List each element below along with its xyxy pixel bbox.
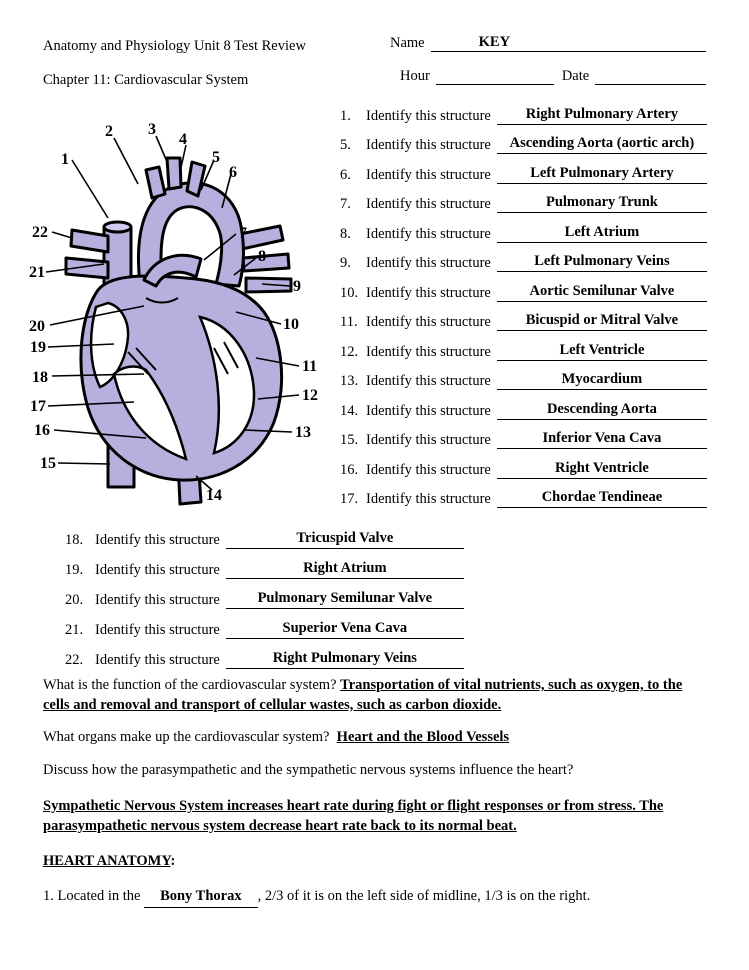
row-answer: Inferior Vena Cava xyxy=(497,430,707,449)
identify-row xyxy=(65,549,445,579)
row-number: 21. xyxy=(65,622,84,638)
row-prompt: Identify this structure xyxy=(366,284,491,301)
identify-row xyxy=(65,609,445,639)
row-prompt: Identify this structure xyxy=(366,402,491,419)
row-answer: Ascending Aorta (aortic arch) xyxy=(497,135,707,154)
row-number: 22. xyxy=(65,652,84,668)
question-2 xyxy=(43,728,708,748)
identify-row xyxy=(340,154,707,184)
row-prompt: Identify this structure xyxy=(366,225,491,242)
question-2-answer: Heart and the Blood Vessels xyxy=(336,729,510,746)
row-answer: Left Pulmonary Artery xyxy=(497,165,707,184)
row-number: 9. xyxy=(340,255,351,271)
label-18: 18 xyxy=(32,369,48,386)
label-21: 21 xyxy=(29,264,45,281)
row-prompt: Identify this structure xyxy=(95,652,220,668)
identify-row xyxy=(65,579,445,609)
row-answer: Chordae Tendineae xyxy=(497,489,707,508)
row-answer: Myocardium xyxy=(497,371,707,390)
row-answer: Pulmonary Trunk xyxy=(497,194,707,213)
heading-text: HEART ANATOMY xyxy=(43,853,171,870)
hour-date-row xyxy=(400,68,706,85)
row-number: 5. xyxy=(340,137,351,153)
name-value: KEY xyxy=(431,34,706,52)
label-13: 13 xyxy=(295,424,311,441)
identify-row xyxy=(340,479,707,509)
label-15: 15 xyxy=(40,455,56,472)
row-prompt: Identify this structure xyxy=(366,491,491,507)
right-pulmonary-artery xyxy=(71,230,108,252)
row-number: 18. xyxy=(65,532,84,548)
row-prompt: Identify this structure xyxy=(95,622,220,638)
row-number: 1. xyxy=(340,107,351,124)
row-number: 10. xyxy=(340,284,359,301)
identify-row xyxy=(340,331,707,361)
row-number: 6. xyxy=(340,166,351,183)
label-8: 8 xyxy=(258,248,266,265)
identify-row xyxy=(340,420,707,450)
identify-row xyxy=(340,243,707,273)
row-answer: Aortic Semilunar Valve xyxy=(497,283,707,302)
question-3-answer: Sympathetic Nervous System increases heart rate during fight or flight responses or from stress. The parasympathetic nervous system decrease heart rate back to its normal beat. xyxy=(43,798,664,834)
label-9: 9 xyxy=(293,278,301,295)
item-1-answer: Bony Thorax xyxy=(144,887,258,908)
row-answer: Right Ventricle xyxy=(497,460,707,479)
row-prompt: Identify this structure xyxy=(366,373,491,389)
identify-row xyxy=(340,390,707,420)
doc-title-line1: Anatomy and Physiology Unit 8 Test Review xyxy=(43,38,306,54)
question-3-text: Discuss how the parasympathetic and the sympathetic nervous systems influence the heart? xyxy=(43,761,574,778)
row-prompt: Identify this structure xyxy=(95,592,220,608)
question-1-answer: Transportation of vital nutrients, such as oxygen, to the cells and removal and transport of cellular wastes, such as carbon dioxide. xyxy=(43,677,683,713)
label-7: 7 xyxy=(239,225,247,242)
row-prompt: Identify this structure xyxy=(366,196,491,212)
label-4: 4 xyxy=(179,131,187,148)
row-prompt: Identify this structure xyxy=(366,343,491,360)
row-number: 8. xyxy=(340,225,351,242)
arch-branch-1 xyxy=(146,167,165,198)
label-6: 6 xyxy=(229,164,237,181)
row-answer: Tricuspid Valve xyxy=(226,530,464,549)
label-20: 20 xyxy=(29,318,45,335)
label-17: 17 xyxy=(30,398,46,415)
date-label: Date xyxy=(561,68,590,84)
row-answer: Right Pulmonary Veins xyxy=(226,650,464,669)
identify-row xyxy=(340,361,707,391)
row-prompt: Identify this structure xyxy=(366,461,491,478)
label-19: 19 xyxy=(30,339,46,356)
row-number: 14. xyxy=(340,402,359,419)
label-11: 11 xyxy=(302,358,318,375)
identify-row xyxy=(340,95,707,125)
label-3: 3 xyxy=(148,121,156,138)
identify-row xyxy=(340,213,707,243)
label-5: 5 xyxy=(212,149,220,166)
label-2: 2 xyxy=(105,123,113,140)
row-answer: Pulmonary Semilunar Valve xyxy=(226,590,464,609)
heart-illustration xyxy=(28,112,338,512)
questions-section xyxy=(43,676,708,921)
row-answer: Bicuspid or Mitral Valve xyxy=(497,312,707,331)
question-2-text: What organs make up the cardiovascular system? xyxy=(43,729,330,746)
question-3 xyxy=(43,761,708,781)
item-1-pre: 1. Located in the xyxy=(43,887,141,904)
row-prompt: Identify this structure xyxy=(366,255,491,271)
identify-list-right xyxy=(340,95,707,508)
row-number: 20. xyxy=(65,592,84,608)
row-prompt: Identify this structure xyxy=(366,107,491,124)
row-prompt: Identify this structure xyxy=(366,137,491,153)
identify-row xyxy=(340,449,707,479)
question-1-text: What is the function of the cardiovascular system? xyxy=(43,677,337,693)
svc-opening xyxy=(104,222,131,232)
date-blank xyxy=(595,84,706,85)
row-number: 19. xyxy=(65,562,84,578)
row-answer: Superior Vena Cava xyxy=(226,620,464,639)
identify-row xyxy=(340,272,707,302)
row-answer: Left Ventricle xyxy=(497,342,707,361)
row-prompt: Identify this structure xyxy=(95,532,220,548)
label-14: 14 xyxy=(206,487,222,504)
anatomy-item-1 xyxy=(43,887,708,908)
question-1 xyxy=(43,676,708,715)
identify-row xyxy=(340,184,707,214)
row-number: 12. xyxy=(340,343,359,360)
item-1-post: , 2/3 of it is on the left side of midline, 1/3 is on the right. xyxy=(257,887,591,904)
hour-blank xyxy=(436,84,554,85)
row-number: 7. xyxy=(340,196,351,212)
row-answer: Left Pulmonary Veins xyxy=(497,253,707,272)
identify-list-below xyxy=(65,519,445,669)
label-22: 22 xyxy=(32,224,48,241)
identify-row xyxy=(65,519,445,549)
label-16: 16 xyxy=(34,422,50,439)
doc-title-line2: Chapter 11: Cardiovascular System xyxy=(43,72,249,88)
heading-colon: : xyxy=(170,853,176,870)
name-row xyxy=(390,34,706,52)
row-number: 17. xyxy=(340,491,359,507)
name-label: Name xyxy=(390,35,425,51)
identify-row xyxy=(340,302,707,332)
row-number: 13. xyxy=(340,373,359,389)
identify-row xyxy=(65,639,445,669)
hour-label: Hour xyxy=(400,68,430,84)
row-answer: Left Atrium xyxy=(497,224,707,243)
heart-diagram xyxy=(28,112,340,514)
label-10: 10 xyxy=(283,316,299,333)
row-prompt: Identify this structure xyxy=(366,432,491,448)
heart-anatomy-heading xyxy=(43,852,708,872)
row-number: 11. xyxy=(340,314,358,330)
row-prompt: Identify this structure xyxy=(95,562,220,578)
label-1: 1 xyxy=(61,151,69,168)
arch-branch-2 xyxy=(167,158,181,189)
label-12: 12 xyxy=(302,387,318,404)
row-number: 15. xyxy=(340,432,359,448)
row-answer: Right Pulmonary Artery xyxy=(497,106,707,125)
identify-row xyxy=(340,125,707,155)
question-3-answer-para xyxy=(43,797,708,836)
row-number: 16. xyxy=(340,461,359,478)
row-answer: Right Atrium xyxy=(226,560,464,579)
row-answer: Descending Aorta xyxy=(497,401,707,420)
row-prompt: Identify this structure xyxy=(366,166,491,183)
row-prompt: Identify this structure xyxy=(366,314,491,330)
